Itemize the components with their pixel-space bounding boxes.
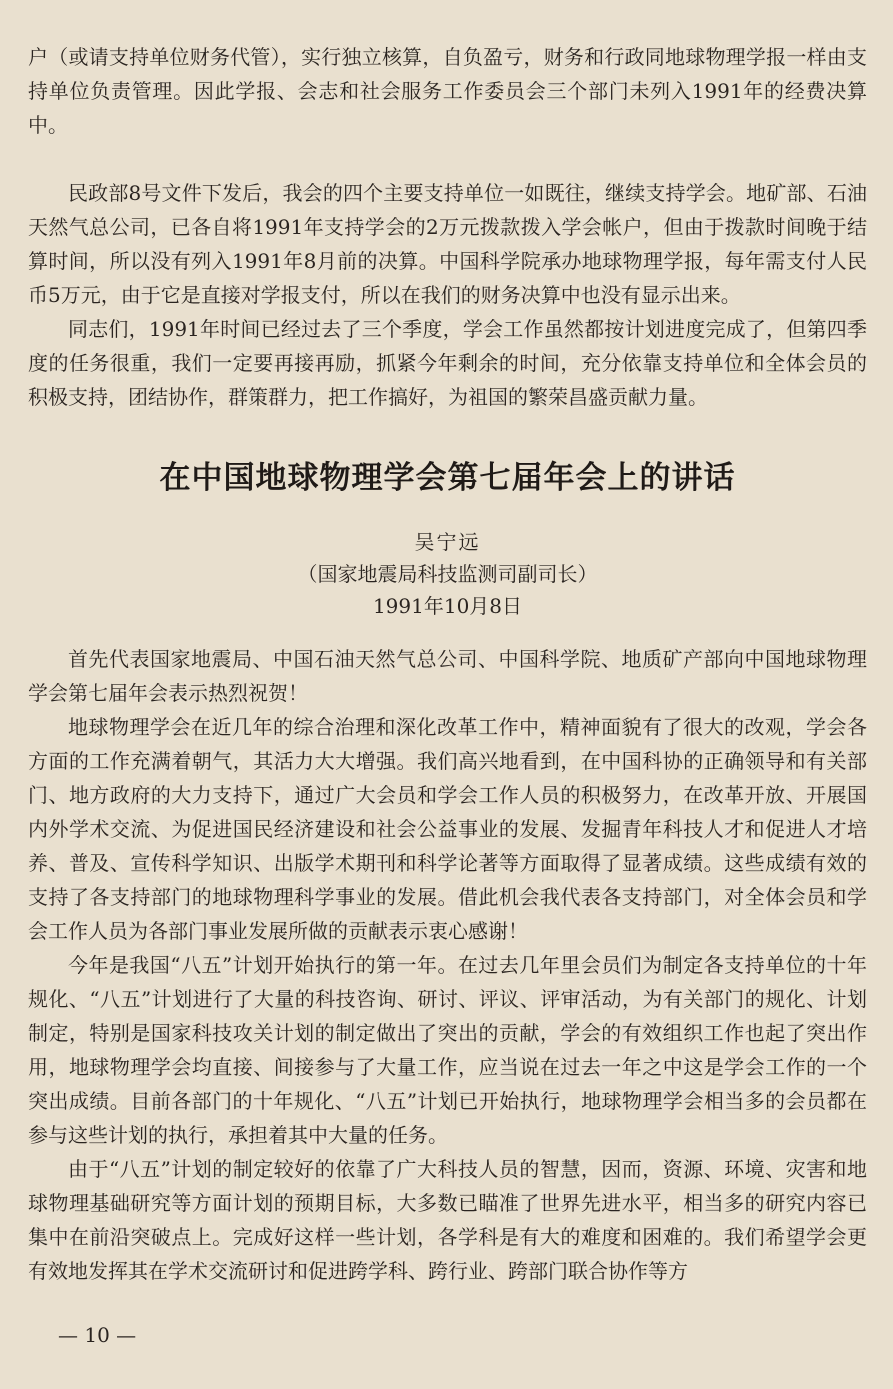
- body-paragraph-greeting: 首先代表国家地震局、中国石油天然气总公司、中国科学院、地质矿产部向中国地球物理学会第七届年会表示热烈祝贺！: [28, 647, 867, 705]
- article-affiliation: （国家地震局科技监测司副司长）: [297, 562, 598, 586]
- body-paragraph-five-year-plan: 今年是我国“八五”计划开始执行的第一年。在过去几年里会员们为制定各支持单位的十年规化、“八五”计划进行了大量的科技咨询、研讨、评议、评审活动，为有关部门的规化、计划制定，特别是国家科技攻关计划的制定做出了突出的贡献，学会的有效组织工作也起了突出作用，地球物理学会均直接、间接参与了大量工作，应当说在过去一年之中这是学会工作的一个突出成绩。目前各部门的十年规化、“八五”计划已开始执行，地球物理学会相当多的会员都在参与这些计划的执行，承担着其中大量的任务。: [28, 953, 867, 1147]
- body-paragraph-goals: 由于“八五”计划的制定较好的依靠了广大科技人员的智慧，因而，资源、环境、灾害和地球物理基础研究等方面计划的预期目标，大多数已瞄准了世界先进水平，相当多的研究内容已集中在前沿突破点上。完成好这样一些计划，各学科是有大的难度和困难的。我们希望学会更有效地发挥其在学术交流研讨和促进跨学科、跨行业、跨部门联合协作等方: [28, 1157, 867, 1283]
- paragraph-funding: 民政部8号文件下发后，我会的四个主要支持单位一如既往，继续支持学会。地矿部、石油天然气总公司，已各自将1991年支持学会的2万元拨款拨入学会帐户，但由于拨款时间晚于结算时间，所以没有列入1991年8月前的决算。中国科学院承办地球物理学报，每年需支付人民币5万元，由于它是直接对学报支付，所以在我们的财务决算中也没有显示出来。: [28, 181, 867, 307]
- body-paragraph-achievements: 地球物理学会在近几年的综合治理和深化改革工作中，精神面貌有了很大的改观，学会各方面的工作充满着朝气，其活力大大增强。我们高兴地看到，在中国科协的正确领导和有关部门、地方政府的大力支持下，通过广大会员和学会工作人员的积极努力，在改革开放、开展国内外学术交流、为促进国民经济建设和社会公益事业的发展、发掘青年科技人才和促进人才培养、普及、宣传科学知识、出版学术期刊和科学论著等方面取得了显著成绩。这些成绩有效的支持了各支持部门的地球物理科学事业的发展。借此机会我代表各支持部门，对全体会员和学会工作人员为各部门事业发展所做的贡献表示衷心感谢！: [28, 715, 867, 943]
- paragraph-gap: [28, 142, 867, 176]
- article-date: 1991年10月8日: [372, 594, 523, 618]
- continued-paragraph: 户（或请支持单位财务代管），实行独立核算，自负盈亏，财务和行政同地球物理学报一样由支持单位负责管理。因此学报、会志和社会服务工作委员会三个部门未列入1991年的经费决算中。: [28, 45, 867, 137]
- article-author: 吴宁远: [414, 530, 481, 554]
- article-title: 在中国地球物理学会第七届年会上的讲话: [159, 460, 736, 496]
- paragraph-closing: 同志们，1991年时间已经过去了三个季度，学会工作虽然都按计划进度完成了，但第四季度的任务很重，我们一定要再接再励，抓紧今年剩余的时间，充分依靠支持单位和全体会员的积极支持，团结协作，群策群力，把工作搞好，为祖国的繁荣昌盛贡献力量。: [28, 317, 867, 409]
- page-number: — 10 —: [58, 1323, 137, 1347]
